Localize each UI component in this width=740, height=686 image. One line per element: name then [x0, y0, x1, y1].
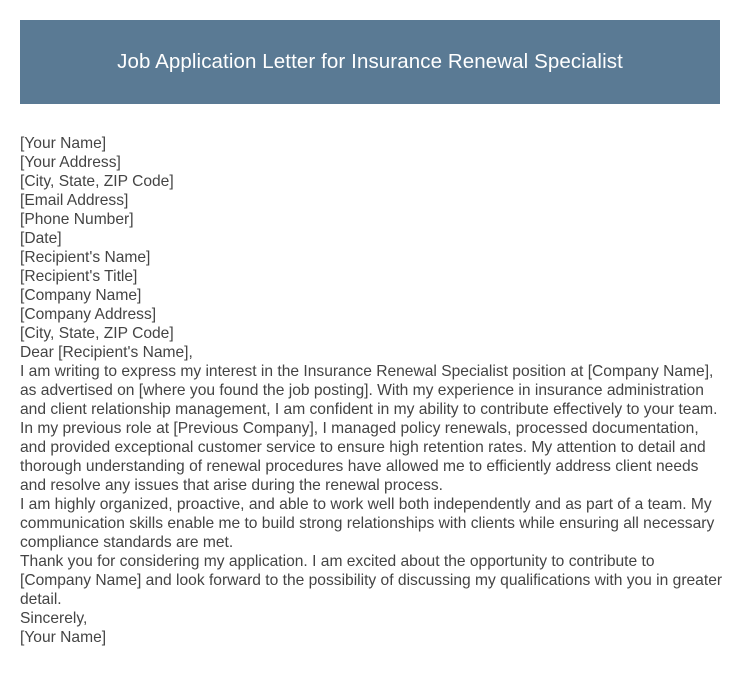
sender-email: [Email Address]: [20, 192, 129, 209]
sender-city-state-zip: [City, State, ZIP Code]: [20, 173, 174, 190]
signature-name: [Your Name]: [20, 629, 107, 646]
letter-paragraph: Thank you for considering my application. I am excited about the opportunity to contribute to [Company Name] and look forward to the possibility of discussing my qualifications with you in greater detail.: [20, 553, 723, 608]
letter-body: [20, 134, 724, 647]
recipient-name: [Recipient's Name]: [20, 249, 151, 266]
sender-phone: [Phone Number]: [20, 211, 134, 228]
letter-date: [Date]: [20, 230, 62, 247]
recipient-company: [Company Name]: [20, 287, 142, 304]
closing: Sincerely,: [20, 610, 88, 627]
recipient-company-address: [Company Address]: [20, 306, 157, 323]
sender-address: [Your Address]: [20, 154, 121, 171]
letter-paragraph: I am writing to express my interest in the Insurance Renewal Specialist position at [Company Name], as advertised on [where you found the job posting]. With my experience in insurance administration and client relationship management, I am confident in my ability to contribute effectively to your team.: [20, 363, 718, 418]
letter-paragraph: I am highly organized, proactive, and able to work well both independently and as part of a team. My communication skills enable me to build strong relationships with clients while ensuring all necessary compliance standards are met.: [20, 496, 715, 551]
salutation: Dear [Recipient's Name],: [20, 344, 193, 361]
header-banner: [20, 20, 720, 104]
recipient-city-state-zip: [City, State, ZIP Code]: [20, 325, 174, 342]
sender-name: [Your Name]: [20, 135, 107, 152]
page-title: Job Application Letter for Insurance Renewal Specialist: [117, 50, 623, 73]
recipient-title: [Recipient's Title]: [20, 268, 138, 285]
letter-paragraph: In my previous role at [Previous Company], I managed policy renewals, processed documentation, and provided exceptional customer service to ensure high retention rates. My attention to detail and thorough understanding of renewal procedures have allowed me to efficiently address client needs and resolve any issues that arise during the renewal process.: [20, 420, 706, 494]
